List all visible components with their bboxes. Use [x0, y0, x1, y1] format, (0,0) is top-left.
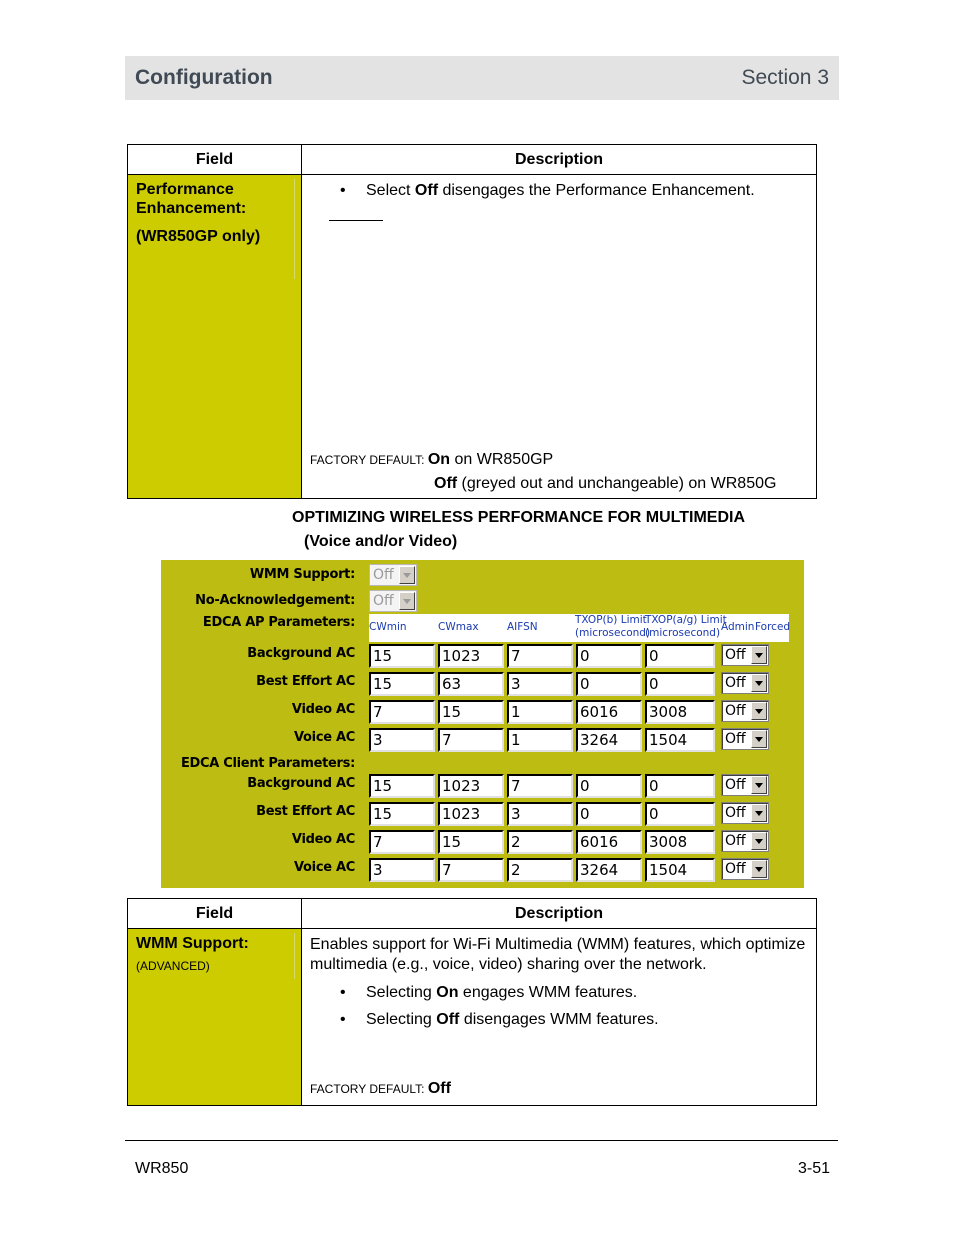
- cwmin-input[interactable]: 15: [369, 802, 435, 826]
- aifsn-input[interactable]: 2: [507, 830, 573, 854]
- col-forced: Forced: [755, 621, 791, 633]
- row-label: Video AC: [291, 702, 355, 717]
- description-column-header: Description: [302, 899, 817, 929]
- description-text: Enables support for Wi-Fi Multimedia (WMM) features, which optimize multimedia (e.g., voice, video) sharing over the network.: [310, 936, 806, 973]
- cwmax-input[interactable]: 63: [438, 672, 504, 696]
- chevron-down-icon: [751, 674, 767, 692]
- edca-ap-label: EDCA AP Parameters:: [202, 615, 355, 630]
- no-ack-label: No-Acknowledgement:: [195, 593, 355, 608]
- chevron-down-icon: [751, 776, 767, 794]
- cwmax-input[interactable]: 15: [438, 700, 504, 724]
- factory-default-alt: Off (greyed out and unchangeable) on WR850G: [434, 475, 777, 492]
- row-label: Background AC: [247, 776, 355, 791]
- aifsn-input[interactable]: 7: [507, 774, 573, 798]
- txop-b-input[interactable]: 3264: [576, 728, 642, 752]
- col-aifsn: AIFSN: [507, 621, 538, 633]
- admin-forced-select[interactable]: Off: [721, 700, 769, 722]
- cwmin-input[interactable]: 15: [369, 672, 435, 696]
- field-name: Performance Enhancement:: [136, 181, 247, 217]
- cwmin-input[interactable]: 7: [369, 700, 435, 724]
- aifsn-input[interactable]: 3: [507, 802, 573, 826]
- cell-rule: [294, 933, 295, 979]
- aifsn-input[interactable]: 1: [507, 700, 573, 724]
- field-name: WMM Support:: [136, 935, 249, 952]
- chevron-down-icon: [751, 702, 767, 720]
- aifsn-input[interactable]: 3: [507, 672, 573, 696]
- edca-client-label: EDCA Client Parameters:: [180, 756, 355, 771]
- txop-b-input[interactable]: 0: [576, 774, 642, 798]
- admin-forced-select[interactable]: Off: [721, 672, 769, 694]
- field-level: (ADVANCED): [136, 959, 210, 973]
- cwmax-input[interactable]: 1023: [438, 644, 504, 668]
- txop-ag-input[interactable]: 3008: [645, 830, 715, 854]
- chevron-down-icon: [751, 804, 767, 822]
- row-label: Voice AC: [294, 730, 355, 745]
- chevron-down-icon: [751, 832, 767, 850]
- cwmax-input[interactable]: 15: [438, 830, 504, 854]
- row-label: Background AC: [247, 646, 355, 661]
- col-cwmin: CWmin: [369, 621, 407, 633]
- row-label: Video AC: [291, 832, 355, 847]
- chapter-title: Configuration: [135, 66, 273, 89]
- col-txop-ag: TXOP(a/g) Limit (microsecond): [645, 614, 727, 639]
- cwmax-input[interactable]: 7: [438, 728, 504, 752]
- cwmin-input[interactable]: 15: [369, 644, 435, 668]
- txop-ag-input[interactable]: 0: [645, 802, 715, 826]
- col-admin: Admin: [721, 621, 755, 633]
- field-column-header: Field: [128, 145, 302, 175]
- cwmin-input[interactable]: 3: [369, 858, 435, 882]
- field-note: (WR850GP only): [136, 228, 261, 245]
- chevron-down-icon: [399, 592, 415, 610]
- cwmax-input[interactable]: 1023: [438, 802, 504, 826]
- wmm-support-label: WMM Support:: [249, 567, 355, 582]
- chevron-down-icon: [751, 646, 767, 664]
- chevron-down-icon: [751, 730, 767, 748]
- admin-forced-select[interactable]: Off: [721, 774, 769, 796]
- aifsn-input[interactable]: 7: [507, 644, 573, 668]
- description-column-header: Description: [302, 145, 817, 175]
- cwmin-input[interactable]: 3: [369, 728, 435, 752]
- field-table-wmm: [127, 898, 817, 1106]
- admin-forced-select[interactable]: Off: [721, 728, 769, 750]
- wmm-settings-screenshot: [161, 560, 804, 888]
- aifsn-input[interactable]: 1: [507, 728, 573, 752]
- txop-b-input[interactable]: 6016: [576, 830, 642, 854]
- aifsn-input[interactable]: 2: [507, 858, 573, 882]
- short-rule: [329, 220, 383, 221]
- cell-rule: [294, 179, 295, 279]
- cwmin-input[interactable]: 7: [369, 830, 435, 854]
- txop-ag-input[interactable]: 0: [645, 644, 715, 668]
- section-label: Section 3: [741, 66, 829, 89]
- no-ack-select[interactable]: Off: [369, 590, 417, 612]
- page-number: 3-51: [797, 1160, 830, 1177]
- chevron-down-icon: [751, 860, 767, 878]
- admin-forced-select[interactable]: Off: [721, 802, 769, 824]
- bullet-item: • Select Off disengages the Performance Enhancement.: [310, 181, 808, 200]
- txop-b-input[interactable]: 0: [576, 644, 642, 668]
- col-cwmax: CWmax: [438, 621, 479, 633]
- txop-ag-input[interactable]: 0: [645, 774, 715, 798]
- txop-ag-input[interactable]: 3008: [645, 700, 715, 724]
- col-txop-b: TXOP(b) Limit (microsecond): [575, 614, 651, 639]
- cwmin-input[interactable]: 15: [369, 774, 435, 798]
- footer-product: WR850: [135, 1160, 189, 1177]
- chevron-down-icon: [399, 566, 415, 584]
- txop-ag-input[interactable]: 1504: [645, 858, 715, 882]
- figure-caption: OPTIMIZING WIRELESS PERFORMANCE FOR MULTIMEDIA: [292, 509, 746, 526]
- field-cell: [128, 929, 302, 1106]
- figure-caption-sub: (Voice and/or Video): [304, 533, 458, 550]
- txop-ag-input[interactable]: 1504: [645, 728, 715, 752]
- cwmax-input[interactable]: 1023: [438, 774, 504, 798]
- txop-b-input[interactable]: 6016: [576, 700, 642, 724]
- cwmax-input[interactable]: 7: [438, 858, 504, 882]
- field-column-header: Field: [128, 899, 302, 929]
- admin-forced-select[interactable]: Off: [721, 644, 769, 666]
- description-cell: [302, 175, 817, 499]
- row-label: Best Effort AC: [256, 674, 355, 689]
- admin-forced-select[interactable]: Off: [721, 830, 769, 852]
- wmm-support-select[interactable]: Off: [369, 564, 417, 586]
- admin-forced-select[interactable]: Off: [721, 858, 769, 880]
- txop-b-input[interactable]: 0: [576, 802, 642, 826]
- txop-ag-input[interactable]: 0: [645, 672, 715, 696]
- description-cell: [302, 929, 817, 1106]
- field-table-performance: [127, 144, 817, 499]
- page-header: [125, 56, 839, 100]
- field-cell: [128, 175, 302, 499]
- factory-default: FACTORY DEFAULT: On on WR850GP: [310, 451, 554, 468]
- row-label: Best Effort AC: [256, 804, 355, 819]
- factory-default: FACTORY DEFAULT: Off: [310, 1080, 451, 1097]
- bullet-item: • Selecting On engages WMM features.: [310, 983, 808, 1002]
- txop-b-input[interactable]: 3264: [576, 858, 642, 882]
- txop-b-input[interactable]: 0: [576, 672, 642, 696]
- row-label: Voice AC: [294, 860, 355, 875]
- bullet-item: • Selecting Off disengages WMM features.: [310, 1010, 808, 1029]
- footer-rule: [125, 1140, 838, 1141]
- parameter-column-headers: [369, 614, 789, 642]
